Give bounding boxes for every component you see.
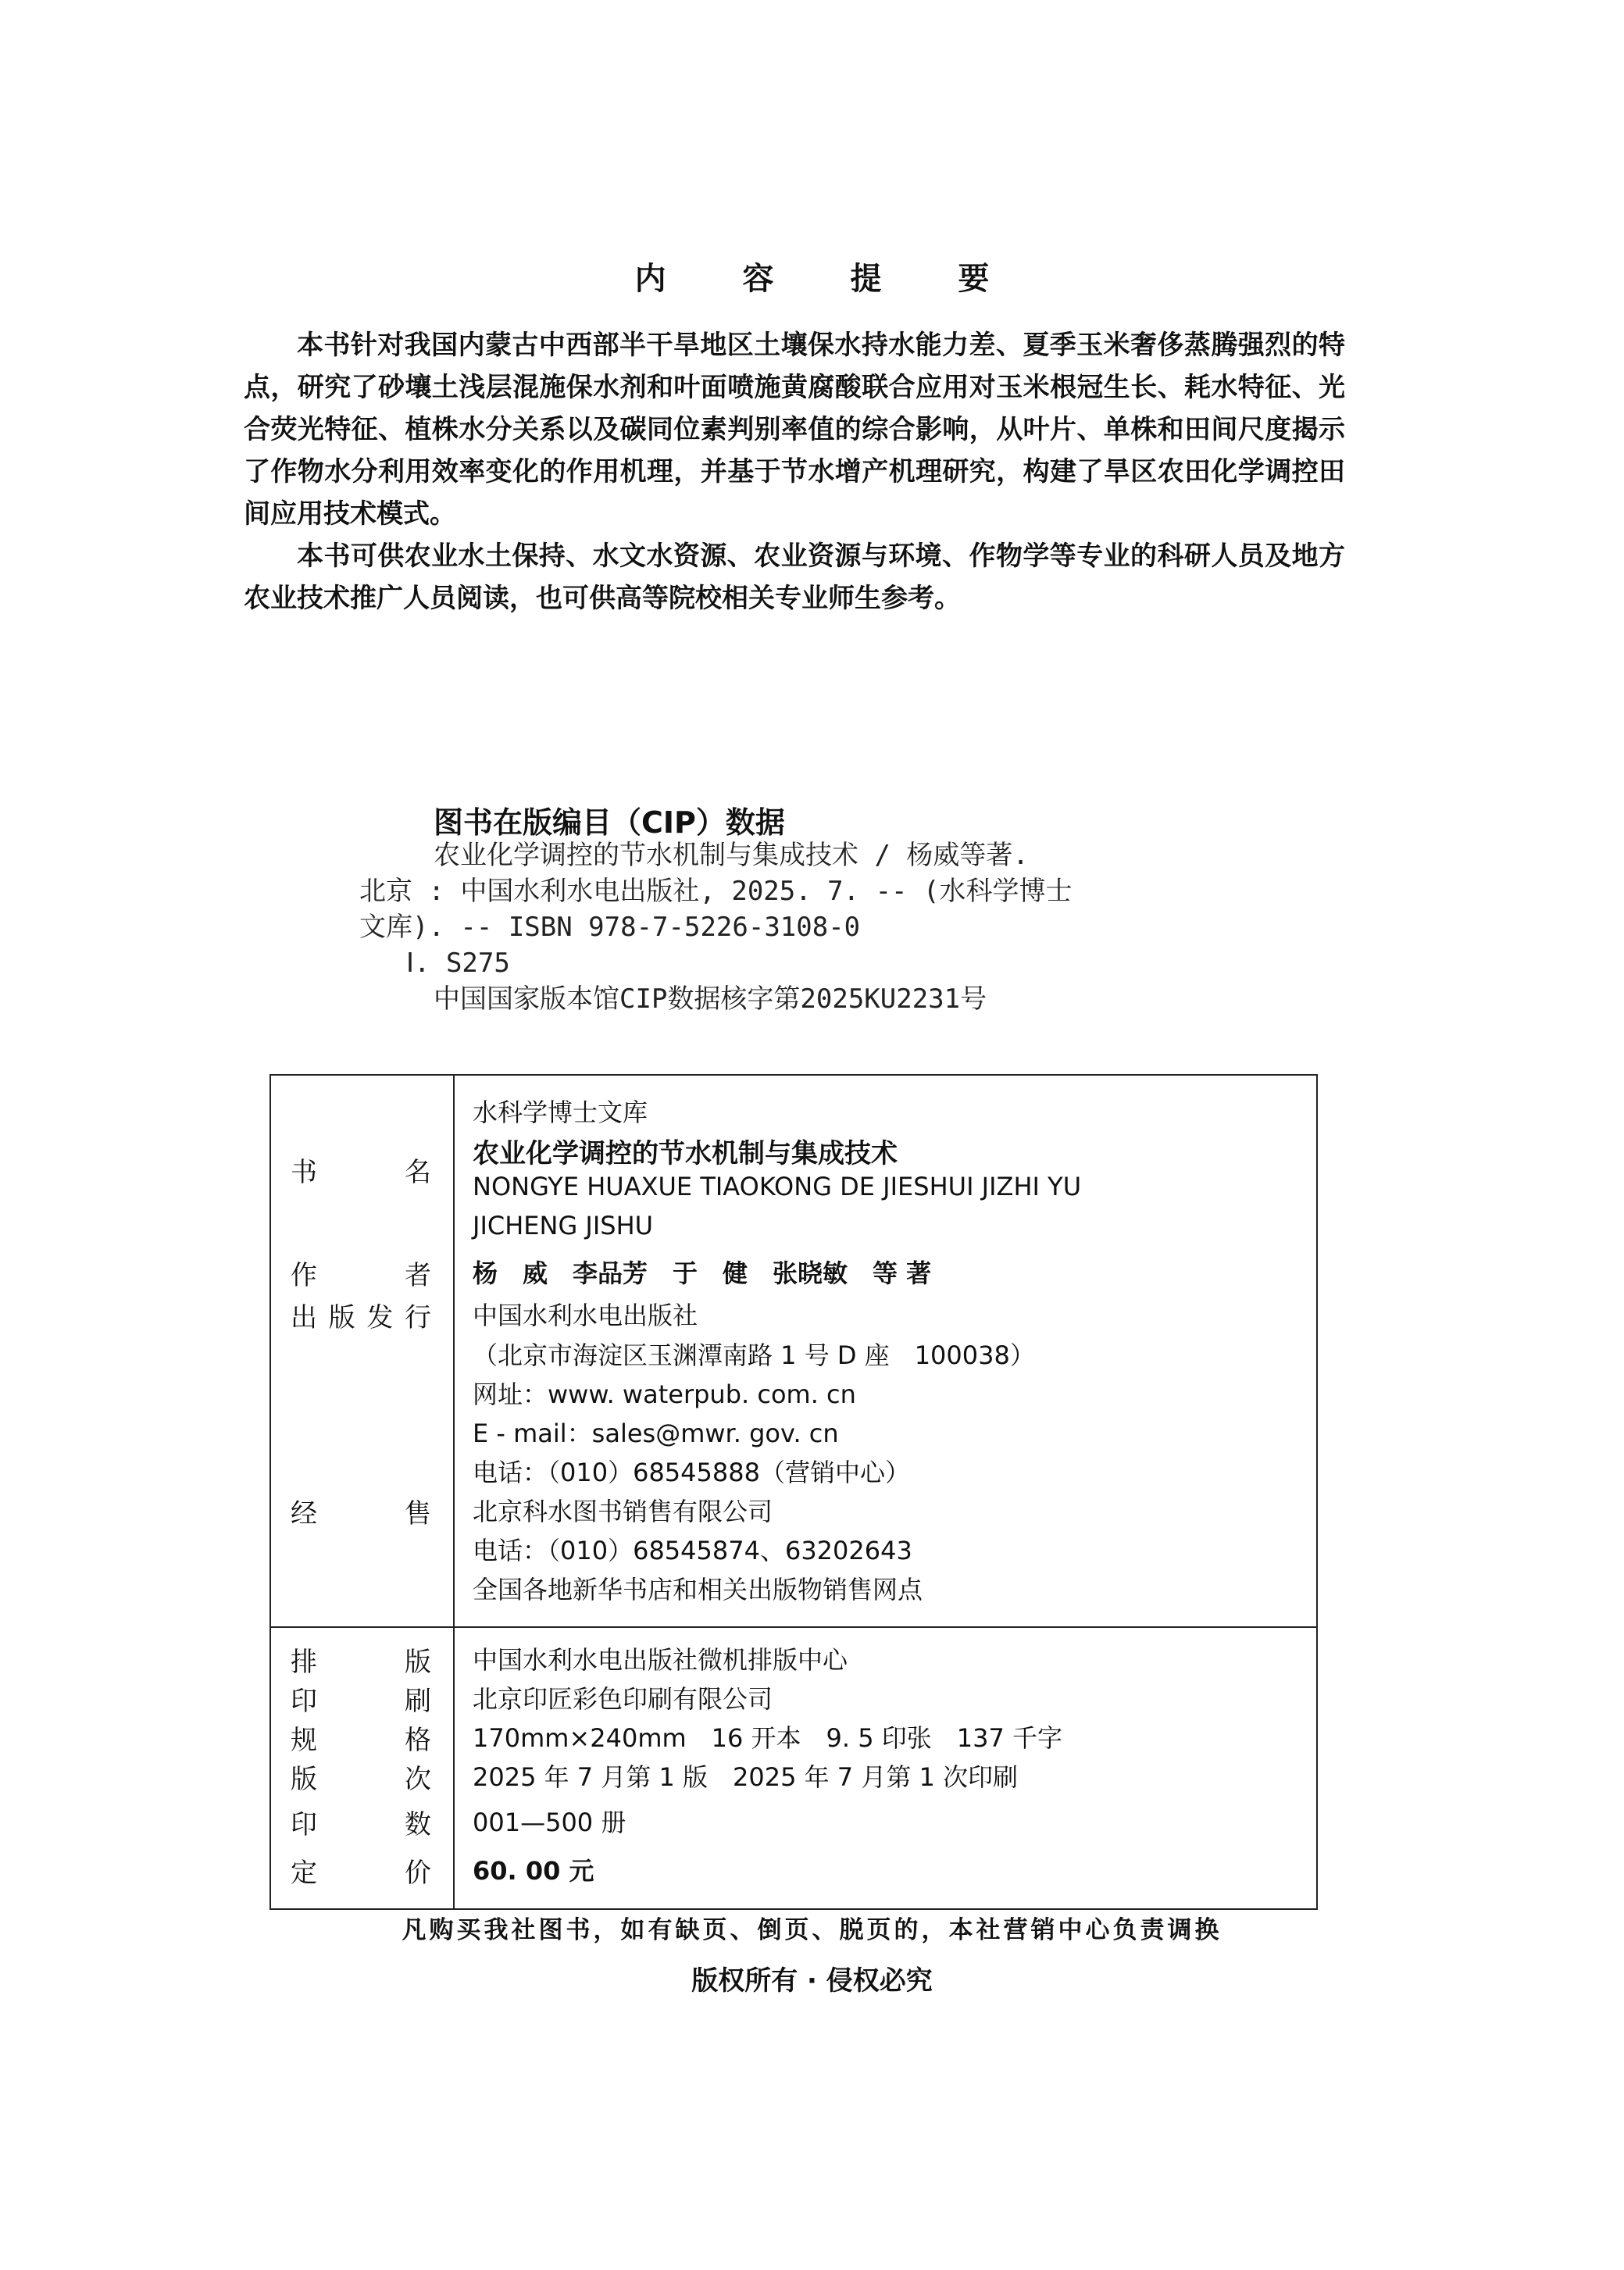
publisher-website: 网址：www. waterpub. com. cn [473, 1379, 856, 1409]
summary-paragraph: 本书可供农业水土保持、水文水资源、农业资源与环境、作物学等专业的科研人员及地方农业技术推广人员阅读，也可供高等院校相关专业师生参考。 [244, 541, 1345, 614]
authors: 杨 威 李品芳 于 健 张晓敏 等 著 [473, 1258, 932, 1288]
book-title-pinyin: JICHENG JISHU [473, 1211, 654, 1240]
print-label: 印 刷 [291, 1686, 431, 1717]
edition: 2025 年 7 月第 1 版 2025 年 7 月第 1 次印刷 [473, 1762, 1019, 1792]
price-label: 定 价 [291, 1858, 431, 1889]
seller-phone: 电话：（010）68545874、63202643 [473, 1536, 912, 1565]
printer: 北京印匠彩色印刷有限公司 [473, 1684, 773, 1714]
table-divider [453, 1628, 455, 1908]
publisher-email: E - mail：sales@mwr. gov. cn [473, 1419, 839, 1448]
edition-label: 版 次 [291, 1764, 431, 1795]
copies-label: 印 数 [291, 1809, 431, 1840]
summary-title: 内 容 提 要 [634, 261, 1023, 297]
cip-line: 中国国家版本馆CIP数据核字第2025KU2231号 [434, 983, 987, 1015]
replacement-notice: 凡购买我社图书，如有缺页、倒页、脱页的，本社营销中心负责调换 [402, 1916, 1222, 1944]
cip-line: 北京 : 中国水利水电出版社, 2025. 7. -- (水科学博士 [359, 876, 1073, 907]
spec-label: 规 格 [291, 1725, 431, 1756]
publisher-label: 出版发行 [291, 1302, 431, 1333]
seller-label: 经 售 [291, 1498, 431, 1529]
seller-network: 全国各地新华书店和相关出版物销售网点 [473, 1575, 923, 1604]
series-name: 水科学博士文库 [473, 1098, 648, 1127]
title-label: 书 名 [291, 1157, 431, 1188]
cip-title: 图书在版编目（CIP）数据 [434, 805, 785, 840]
summary-text [244, 324, 1345, 619]
typeset: 中国水利水电出版社微机排版中心 [473, 1645, 848, 1675]
book-info-table [269, 1074, 1318, 1910]
typeset-label: 排 版 [291, 1647, 431, 1678]
book-title: 农业化学调控的节水机制与集成技术 [473, 1138, 898, 1169]
copyright-notice: 版权所有 · 侵权必究 [691, 1965, 933, 1997]
cip-line: 农业化学调控的节水机制与集成技术 / 杨威等著. [434, 840, 1029, 871]
spec: 170mm×240mm 16 开本 9. 5 印张 137 千字 [473, 1723, 1063, 1753]
publisher-address: （北京市海淀区玉渊潭南路 1 号 D 座 100038） [473, 1340, 1035, 1370]
publisher: 中国水利水电出版社 [473, 1301, 698, 1330]
table-divider [453, 1076, 455, 1626]
publisher-phone: 电话：（010）68545888（营销中心） [473, 1458, 910, 1487]
cip-line: Ⅰ. S275 [406, 948, 510, 979]
seller: 北京科水图书销售有限公司 [473, 1497, 773, 1526]
cip-line: 文库). -- ISBN 978-7-5226-3108-0 [359, 912, 861, 943]
book-info-section [271, 1076, 1316, 1628]
copies: 001—500 册 [473, 1808, 626, 1837]
price: 60. 00 元 [473, 1856, 594, 1886]
book-title-pinyin: NONGYE HUAXUE TIAOKONG DE JIESHUI JIZHI YU [473, 1172, 1082, 1201]
author-label: 作 者 [291, 1260, 431, 1291]
production-section [271, 1628, 1316, 1908]
summary-paragraph: 本书针对我国内蒙古中西部半干旱地区土壤保水持水能力差、夏季玉米奢侈蒸腾强烈的特点，研究了砂壤土浅层混施保水剂和叶面喷施黄腐酸联合应用对玉米根冠生长、耗水特征、光合荧光特征、植株水分关系以及碳同位素判别率值的综合影响，从叶片、单株和田间尺度揭示了作物水分利用效率变化的作用机理，并基于节水增产机理研究，构建了旱区农田化学调控田间应用技术模式。 [244, 330, 1345, 530]
